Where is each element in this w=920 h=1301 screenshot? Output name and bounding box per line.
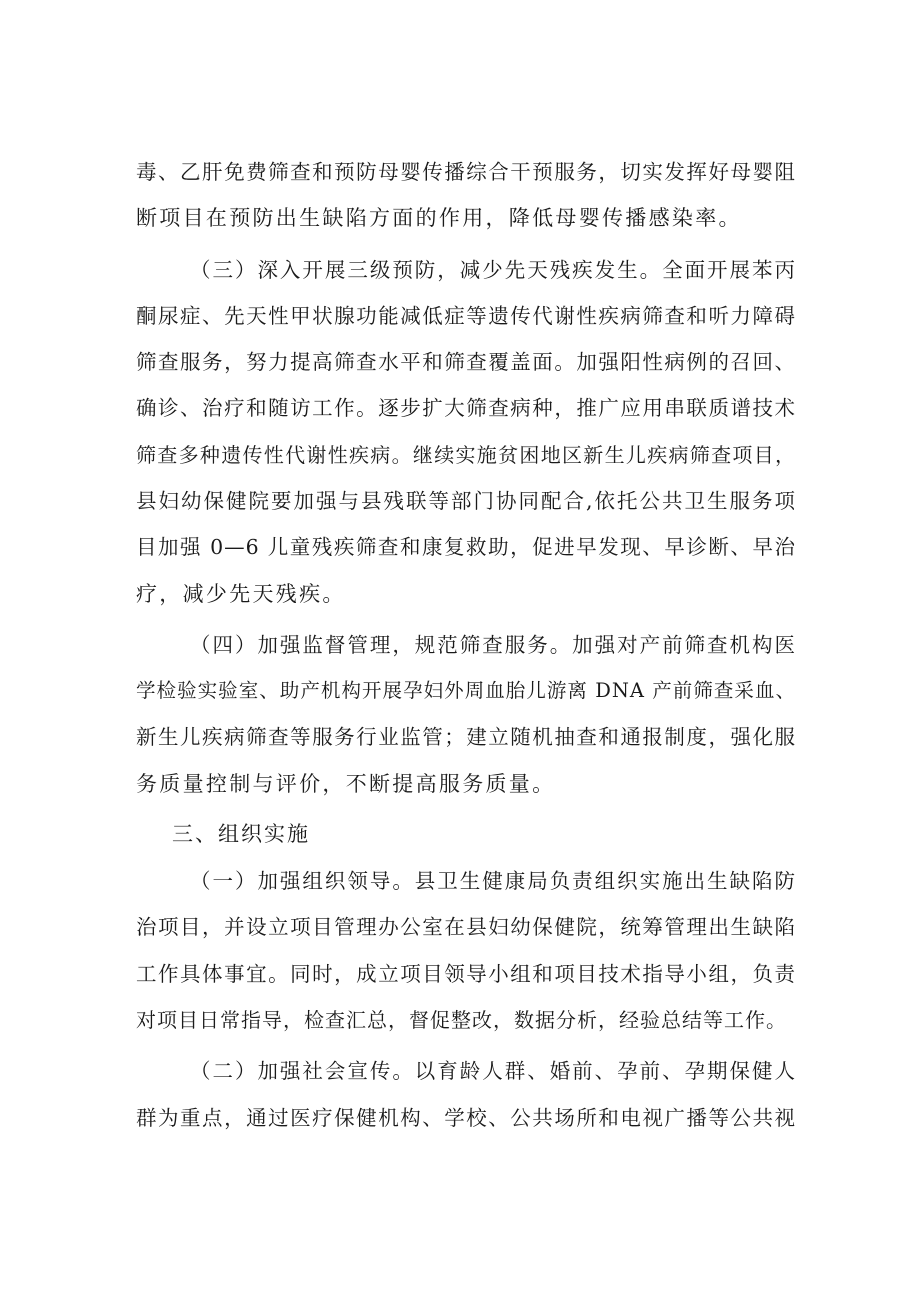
- section-heading-3: （三）深入开展三级预防，减少先天残疾发生。全面开展苯丙: [190, 258, 796, 282]
- text-line: 酮尿症、先天性甲状腺功能减低症等遗传代谢性疾病筛查和听力障碍: [136, 304, 796, 328]
- text-line: 筛查多种遗传性代谢性疾病。继续实施贫困地区新生儿疾病筛查项目，: [136, 443, 796, 467]
- text-line: 筛查服务，努力提高筛查水平和筛查覆盖面。加强阳性病例的召回、: [136, 350, 796, 374]
- text-line: 疗，减少先天残疾。: [136, 582, 346, 606]
- text-line: 县妇幼保健院要加强与县残联等部门协同配合,依托公共卫生服务项: [136, 489, 796, 513]
- text-line: 毒、乙肝免费筛查和预防母婴传播综合干预服务，切实发挥好母婴阻: [136, 160, 796, 184]
- text-line: 工作具体事宜。同时，成立项目领导小组和项目技术指导小组，负责: [136, 962, 796, 986]
- text-line: 对项目日常指导，检查汇总，督促整改，数据分析，经验总结等工作。: [136, 1008, 787, 1032]
- section-heading-1: （一）加强组织领导。县卫生健康局负责组织实施出生缺陷防: [190, 869, 796, 893]
- section-heading-4: （四）加强监督管理，规范筛查服务。加强对产前筛查机构医: [190, 633, 796, 657]
- text-line: 新生儿疾病筛查等服务行业监管；建立随机抽查和通报制度，强化服: [136, 725, 796, 749]
- text-line: 目加强 0—6 儿童残疾筛查和康复救助，促进早发现、早诊断、早治: [136, 535, 796, 559]
- text-line: 学检验实验室、助产机构开展孕妇外周血胎儿游离 DNA 产前筛查采血、: [136, 679, 796, 702]
- chapter-heading: 三、组织实施: [172, 822, 310, 846]
- text-line: 断项目在预防出生缺陷方面的作用，降低母婴传播感染率。: [136, 206, 742, 230]
- text-line: 群为重点，通过医疗保健机构、学校、公共场所和电视广播等公共视: [136, 1106, 796, 1130]
- text-line: 确诊、治疗和随访工作。逐步扩大筛查病种，推广应用串联质谱技术: [136, 396, 796, 420]
- text-line: 务质量控制与评价，不断提高服务质量。: [136, 772, 556, 796]
- section-heading-2: （二）加强社会宣传。以育龄人群、婚前、孕前、孕期保健人: [190, 1059, 796, 1083]
- text-line: 治项目，并设立项目管理办公室在县妇幼保健院，统筹管理出生缺陷: [136, 915, 796, 939]
